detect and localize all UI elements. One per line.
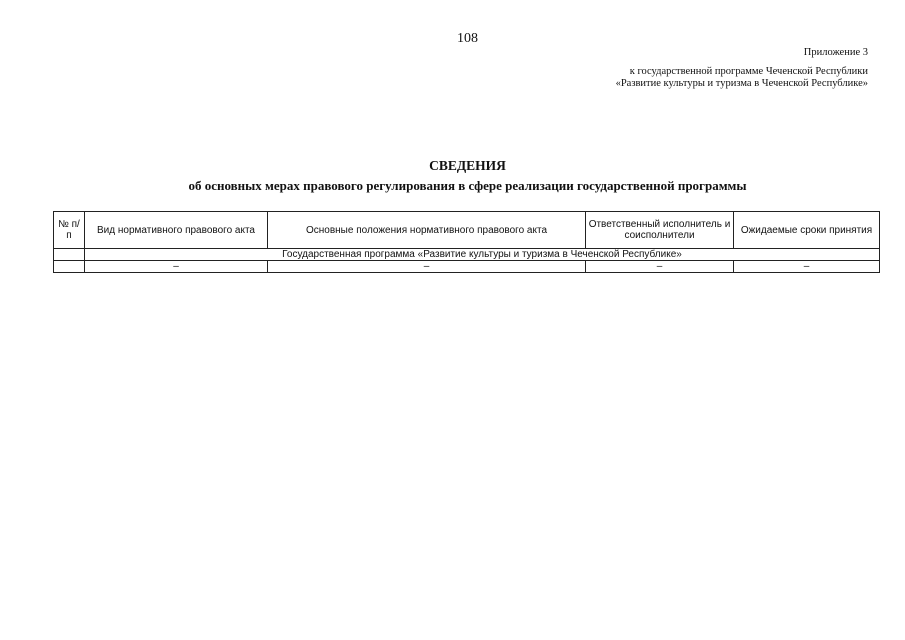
appendix-line-1: к государственной программе Чеченской Республики [629, 66, 868, 77]
document-title: СВЕДЕНИЯ [429, 158, 506, 173]
program-row-num [54, 249, 85, 261]
cell-act-type: – [85, 261, 268, 273]
header-executor: Ответственный исполнитель и соисполнители [586, 212, 734, 249]
appendix-title: Приложение 3 [803, 47, 868, 58]
program-row [54, 249, 880, 261]
document-subtitle: об основных мерах правового регулирования в сфере реализации государственной программы [188, 178, 747, 193]
page-number: 108 [457, 31, 478, 46]
measures-table [53, 211, 880, 273]
table-header-row [54, 212, 880, 249]
appendix-block [616, 47, 868, 90]
header-num: № п/п [54, 212, 85, 249]
cell-executor: – [586, 261, 734, 273]
program-row-title: Государственная программа «Развитие культуры и туризма в Чеченской Республике» [85, 249, 880, 261]
cell-main-provisions: – [268, 261, 586, 273]
table-row [54, 261, 880, 273]
header-main-provisions: Основные положения нормативного правового акта [268, 212, 586, 249]
cell-deadline: – [734, 261, 880, 273]
header-deadline: Ожидаемые сроки принятия [734, 212, 880, 249]
header-act-type: Вид нормативного правового акта [85, 212, 268, 249]
appendix-line-2: «Развитие культуры и туризма в Чеченской Республике» [615, 78, 868, 89]
cell-num [54, 261, 85, 273]
